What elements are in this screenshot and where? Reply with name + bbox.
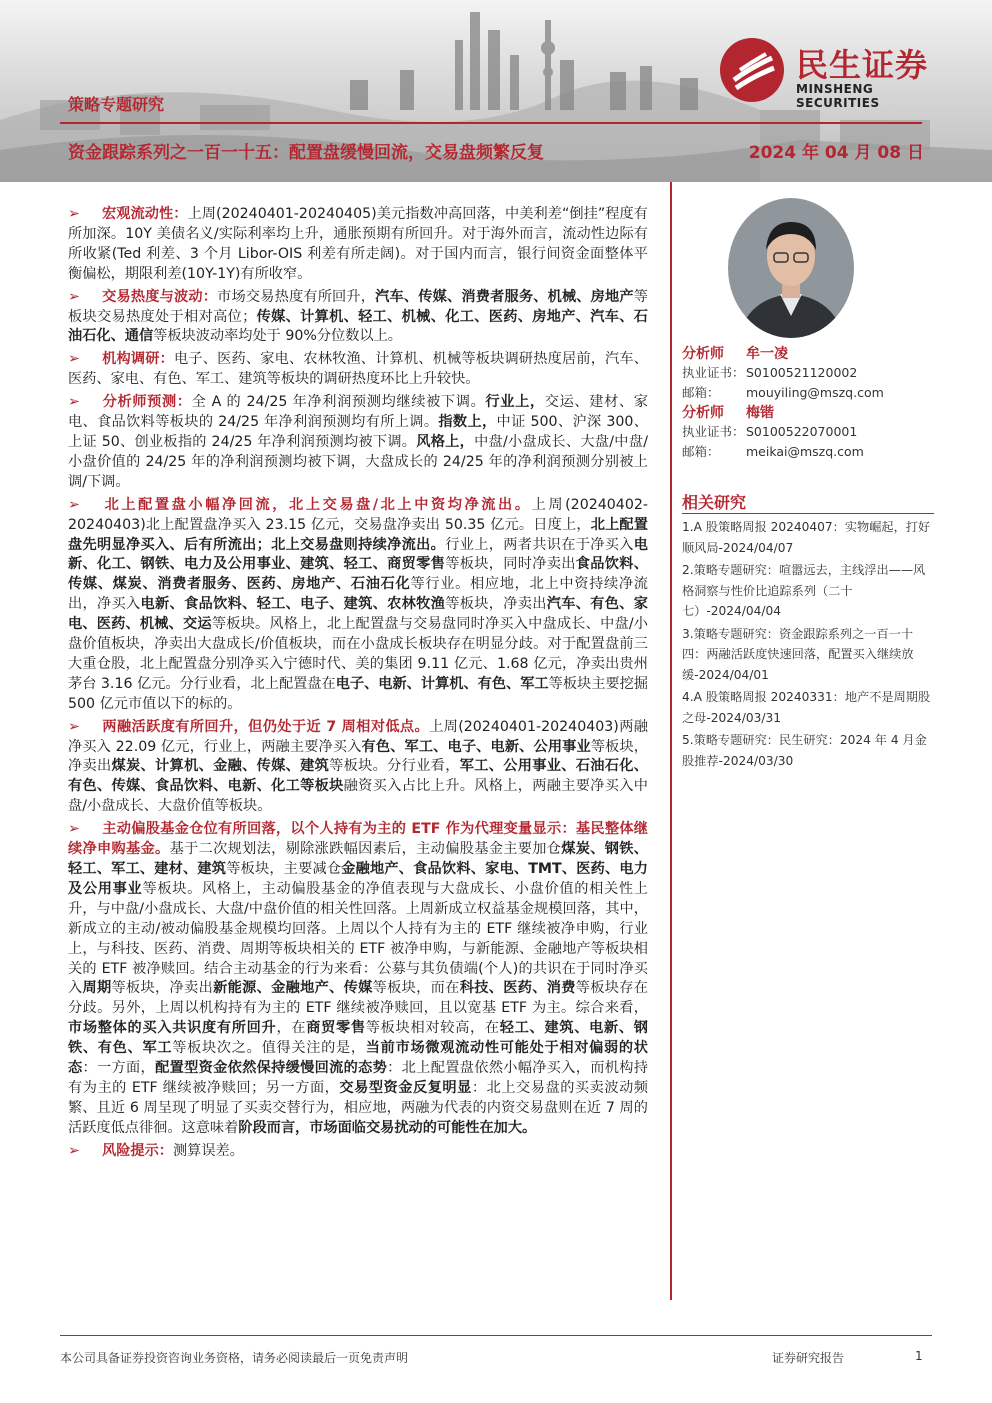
logo-cn-text: 民生证券 — [796, 46, 929, 84]
related-item[interactable]: 3.策略专题研究：资金跟踪系列之一百一十四：两融活跃度快速回落，配置买入继续放缓-2024/04/01 — [682, 626, 914, 682]
bullet-macro-liquidity: ➢ 宏观流动性：上周(20240401-20240405)美元指数冲高回落，中美利差“倒挂”程度有所加深。10Y 美债名义/实际利率均上升，通胀预期有所回升。对于海外而言，流动性边际有所收紧(Ted 利差、3 个月 Libor-OIS 利差有所走阔)。对于国内而言，银行间资金面整体平衡偏松，期限利差(10Y-1Y)有所收窄。 — [68, 206, 648, 282]
related-research-divider — [682, 513, 934, 514]
arrow-icon: ➢ — [68, 496, 80, 513]
cert-number: S0100521120002 — [746, 365, 858, 380]
logo-mark-icon — [720, 38, 784, 102]
arrow-icon: ➢ — [68, 718, 80, 735]
logo-en-text: MINSHENG SECURITIES — [796, 82, 880, 110]
related-item[interactable]: 5.策略专题研究：民生研究：2024 年 4 月金股推荐-2024/03/30 — [682, 733, 927, 768]
summary-body — [68, 205, 648, 1165]
footer-report-type: 证券研究报告 — [772, 1351, 845, 1365]
arrow-icon: ➢ — [68, 351, 80, 368]
footer-disclaimer: 本公司具备证券投资咨询业务资格，请务必阅读最后一页免责声明 — [60, 1351, 409, 1365]
cert-label: 执业证书： — [682, 365, 745, 380]
bullet-institution-research: ➢ 机构调研：电子、医药、家电、农林牧渔、计算机、机械等板块调研热度居前，汽车、医药、家电、有色、军工、建筑等板块的调研热度环比上升较快。 — [68, 351, 648, 388]
arrow-icon: ➢ — [68, 206, 80, 222]
email-label: 邮箱： — [682, 385, 720, 400]
arrow-icon: ➢ — [68, 1142, 80, 1159]
page-number: 1 — [915, 1349, 923, 1363]
bullet-analyst-forecast: ➢ 分析师预测：全 A 的 24/25 年净利润预测均继续被下调。行业上，交运、建材、家电、食品饮料等板块的 24/25 年净利润预测均有所上调。指数上，中证 500、沪深 300、上证 50、创业板指的 24/25 年净利润预测均被下调。风格上，中盘/小盘成长、大盘/中盘/小盘价值的 24/25 年的净利润预测均被下调，大盘成长的 24/25 年的净利润预测分别被上调/下调。 — [68, 394, 648, 490]
cert-label: 执业证书： — [682, 424, 745, 439]
related-research-list — [682, 517, 934, 771]
related-research-title: 相关研究 — [682, 493, 747, 512]
report-category: 策略专题研究 — [68, 95, 165, 114]
analyst-email[interactable]: meikai@mszq.com — [746, 444, 864, 459]
cert-number: S0100522070001 — [746, 424, 858, 439]
header-divider — [60, 122, 922, 124]
analyst-photo — [728, 198, 854, 338]
bullet-northbound: ➢ 北上配置盘小幅净回流，北上交易盘/北上中资均净流出。上周(20240402-20240403)北上配置盘净买入 23.15 亿元，交易盘净卖出 50.35 亿元。日度上，北上配置盘先明显净买入、后有所流出；北上交易盘则持续净流出。行业上，两者共识在于净买入电新、化工、钢铁、电力及公用事业、建筑、轻工、商贸零售等板块，同时净卖出食品饮料、传媒、煤炭、消费者服务、医药、房地产、石油石化等行业。相应地，北上中资持续净流出，净买入电新、食品饮料、轻工、电子、建筑、农林牧渔等板块，净卖出汽车、有色、家电、医药、机械、交运等板块。风格上，北上配置盘与交易盘同时净买入中盘成长、中盘/小盘价值板块，净卖出大盘成长/价值板块，而在小盘成长板块存在明显分歧。对于配置盘前三大重仓股，北上配置盘分别净买入宁德时代、美的集团 9.11 亿元、1.68 亿元，净卖出贵州茅台 3.16 亿元。分行业看，北上配置盘在电子、电新、计算机、有色、军工等板块主要挖掘 500 亿元市值以下的标的。 — [68, 496, 648, 712]
report-date: 2024 年 04 月 08 日 — [748, 143, 924, 163]
arrow-icon: ➢ — [68, 288, 80, 305]
bullet-active-funds: ➢ 主动偏股基金仓位有所回落，以个人持有为主的 ETF 作为代理变量显示：基民整体继续净申购基金。基于二次规划法，剔除涨跌幅因素后，主动偏股基金主要加仓煤炭、钢铁、轻工、军工、建材、建筑等板块，主要减仓金融地产、食品饮料、家电、TMT、医药、电力及公用事业等板块。风格上，主动偏股基金的净值表现与大盘成长、小盘价值的相关性上升，与中盘/小盘成长、大盘/中盘价值的相关性回落。上周新成立权益基金规模回落，其中，新成立的主动/被动偏股基金规模均回落。上周以个人持有为主的 ETF 继续被净申购，行业上，与科技、医药、消费、周期等板块相关的 ETF 被净申购，与新能源、金融地产等板块相关的 ETF 被净赎回。结合主动基金的行为来看：公募与其负债端(个人)的共识在于同时净买入周期等板块，净卖出新能源、金融地产、传媒等板块，而在科技、医药、消费等板块存在分歧。另外，上周以机构持有为主的 ETF 继续被净赎回，且以宽基 ETF 为主。综合来看，市场整体的买入共识度有所回升，在商贸零售等板块相对较高，在轻工、建筑、电新、钢铁、有色、军工等板块次之。值得关注的是，当前市场微观流动性可能处于相对偏弱的状态：一方面，配置型资金依然保持缓慢回流的态势：北上配置盘依然小幅净买入，而机构持有为主的 ETF 继续被净赎回；另一方面，交易型资金反复明显：北上交易盘的买卖波动频繁、且近 6 周呈现了明显了买卖交替行为，相应地，两融为代表的内资交易盘则在近 7 周的活跃度低点徘徊。这意味着阶段而言，市场面临交易扰动的可能性在加大。 — [68, 821, 648, 1136]
header-banner — [0, 0, 992, 182]
footer-divider — [60, 1335, 932, 1336]
email-label: 邮箱： — [682, 444, 720, 459]
analyst-card-2 — [682, 402, 942, 462]
related-item[interactable]: 2.策略专题研究：喧嚣远去，主线浮出——风格洞察与性价比追踪系列（二十七）-2024/04/04 — [682, 563, 926, 618]
column-divider — [670, 182, 672, 1300]
arrow-icon: ➢ — [68, 394, 80, 411]
related-item[interactable]: 4.A 股策略周报 20240331：地产不是周期股之母-2024/03/31 — [682, 690, 931, 725]
analyst-name: 梅锴 — [746, 405, 774, 421]
analyst-card-1 — [682, 343, 942, 403]
report-title: 资金跟踪系列之一百一十五：配置盘缓慢回流，交易盘频繁反复 — [68, 143, 544, 163]
arrow-icon: ➢ — [68, 821, 80, 838]
bullet-margin-financing: ➢ 两融活跃度有所回升，但仍处于近 7 周相对低点。上周(20240401-20240403)两融净买入 22.09 亿元，行业上，两融主要净买入有色、军工、电子、电新、公用事业等板块，净卖出煤炭、计算机、金融、传媒、建筑等板块。分行业看，军工、公用事业、石油石化、有色、传媒、食品饮料、电新、化工等板块融资买入占比上升。风格上，两融主要净买入中盘/小盘成长、大盘价值等板块。 — [68, 718, 648, 815]
analyst-role: 分析师 — [682, 346, 724, 362]
analyst-name: 牟一凌 — [746, 346, 788, 362]
bullet-trading-heat: ➢ 交易热度与波动：市场交易热度有所回升，汽车、传媒、消费者服务、机械、房地产等板块交易热度处于相对高位；传媒、计算机、轻工、机械、化工、医药、房地产、汽车、石油石化、通信等板块波动率均处于 90%分位数以上。 — [68, 288, 648, 345]
related-item[interactable]: 1.A 股策略周报 20240407：实物崛起，打好顺风局-2024/04/07 — [682, 520, 931, 555]
analyst-role: 分析师 — [682, 405, 724, 421]
bullet-risk-warning: ➢ 风险提示：测算误差。 — [68, 1142, 648, 1162]
analyst-email[interactable]: mouyiling@mszq.com — [746, 385, 884, 400]
minsheng-logo — [720, 38, 960, 110]
